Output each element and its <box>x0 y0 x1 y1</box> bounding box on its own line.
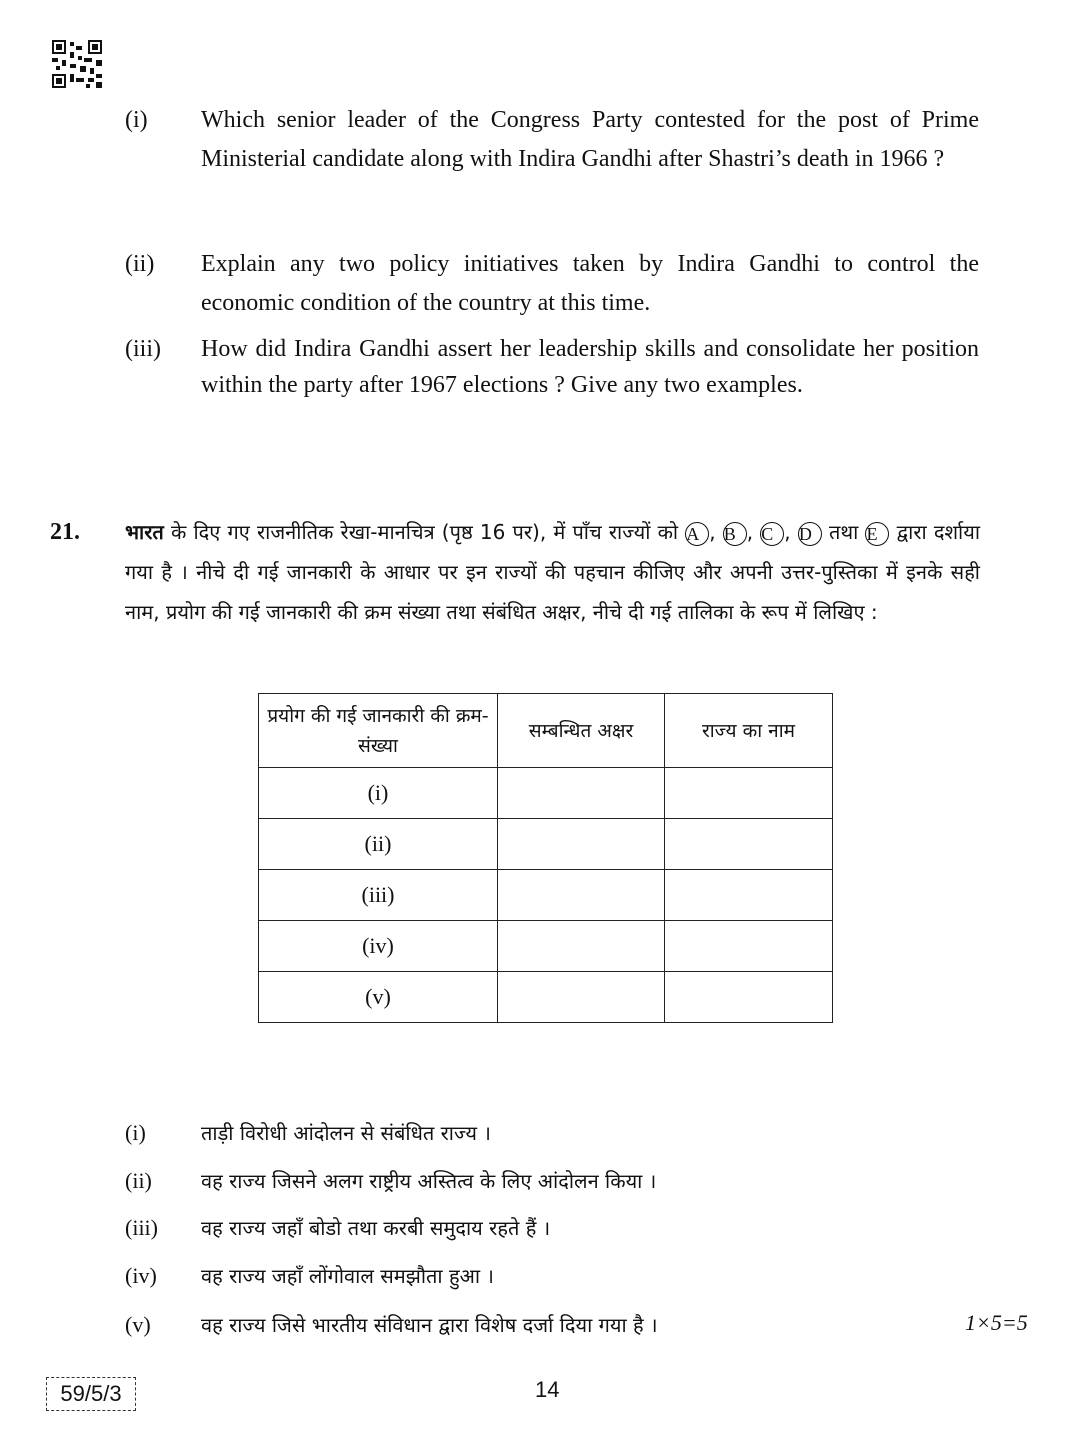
circled-letter-a: A <box>685 522 709 546</box>
clue-text: वह राज्य जहाँ बोडो तथा करबी समुदाय रहते हैं । <box>201 1216 551 1240</box>
table-row <box>259 972 833 1023</box>
table-cell-serial: (i) <box>259 768 498 819</box>
sub-question-number: (iii) <box>125 336 161 362</box>
circled-letter-b: B <box>723 522 747 546</box>
table-cell-empty <box>498 768 665 819</box>
table-cell-serial: (v) <box>259 972 498 1023</box>
clue-item <box>125 1204 925 1252</box>
column-header-state: राज्य का नाम <box>665 694 833 768</box>
qr-code-icon <box>52 40 102 88</box>
question-text-part2: द्वारा दर्शाया गया है । नीचे दी गई जानकारी के आधार पर इन राज्यों की पहचान कीजिए और अपनी उत्तर-पुस्तिका में इनके सही नाम, प्रयोग की गई जानकारी की क्रम संख्या तथा संबंधित अक्षर, नीचे दी गई तालिका के रूप में लिखिए : <box>125 520 981 624</box>
clue-number: (i) <box>125 1120 146 1145</box>
separator: , <box>784 520 798 544</box>
table-cell-empty <box>665 819 833 870</box>
table-cell-empty <box>498 870 665 921</box>
question-21-text <box>125 512 980 632</box>
sub-question-text: How did Indira Gandhi assert her leadership skills and consolidate her position within the party after 1967 elections ? Give any two examples. <box>201 336 979 398</box>
sub-question-text: Which senior leader of the Congress Party contested for the post of Prime Ministerial candidate along with Indira Gandhi after Shastri’s death in 1966 ? <box>201 107 979 172</box>
table-cell-empty <box>498 921 665 972</box>
clue-item <box>125 1109 925 1157</box>
and-word: तथा <box>821 520 866 544</box>
table-cell-serial: (ii) <box>259 819 498 870</box>
table-cell-serial: (iv) <box>259 921 498 972</box>
table-cell-empty <box>665 870 833 921</box>
bold-keyword: भारत <box>125 520 164 544</box>
answer-format-table <box>258 693 833 1023</box>
clue-text: वह राज्य जहाँ लोंगोवाल समझौता हुआ । <box>201 1264 494 1288</box>
table-cell-empty <box>665 921 833 972</box>
question-text-part1: के दिए गए राजनीतिक रेखा-मानचित्र (पृष्ठ 16 पर), में पाँच राज्यों को <box>163 520 686 544</box>
table-row <box>259 768 833 819</box>
sub-question-2 <box>125 245 985 325</box>
sub-question-number: (ii) <box>125 251 155 277</box>
paper-code-box: 59/5/3 <box>46 1377 136 1411</box>
sub-question-3 <box>125 331 985 441</box>
clue-number: (ii) <box>125 1168 152 1193</box>
circled-letter-c: C <box>760 522 784 546</box>
table-cell-empty <box>498 972 665 1023</box>
clue-text: वह राज्य जिसने अलग राष्ट्रीय अस्तित्व के लिए आंदोलन किया । <box>201 1169 657 1193</box>
circled-letter-e: E <box>865 522 889 546</box>
circled-letter-d: D <box>798 522 822 546</box>
table-row <box>259 870 833 921</box>
clue-text: ताड़ी विरोधी आंदोलन से संबंधित राज्य । <box>201 1121 491 1145</box>
marks-allocation: 1×5=5 <box>965 1310 1028 1335</box>
page-number: 14 <box>535 1377 560 1402</box>
clue-number: (iv) <box>125 1263 157 1288</box>
question-number: 21. <box>50 519 80 545</box>
clue-text: वह राज्य जिसे भारतीय संविधान द्वारा विशेष दर्जा दिया गया है । <box>201 1313 658 1337</box>
column-header-letter: सम्बन्धित अक्षर <box>498 694 665 768</box>
clue-item <box>125 1252 925 1300</box>
table-cell-empty <box>498 819 665 870</box>
table-cell-empty <box>665 972 833 1023</box>
clue-number: (iii) <box>125 1215 158 1240</box>
sub-question-number: (i) <box>125 107 148 133</box>
separator: , <box>746 520 761 544</box>
sub-question-text: Explain any two policy initiatives taken by Indira Gandhi to control the economic condition of the country at this time. <box>201 251 979 316</box>
clue-item <box>125 1157 925 1205</box>
table-cell-serial: (iii) <box>259 870 498 921</box>
table-header-row <box>259 694 833 768</box>
separator: , <box>709 520 723 544</box>
column-header-serial: प्रयोग की गई जानकारी की क्रम-संख्या <box>259 694 498 768</box>
table-row <box>259 921 833 972</box>
clue-item <box>125 1301 925 1349</box>
sub-question-1 <box>125 101 985 221</box>
clue-number: (v) <box>125 1312 151 1337</box>
table-row <box>259 819 833 870</box>
table-cell-empty <box>665 768 833 819</box>
